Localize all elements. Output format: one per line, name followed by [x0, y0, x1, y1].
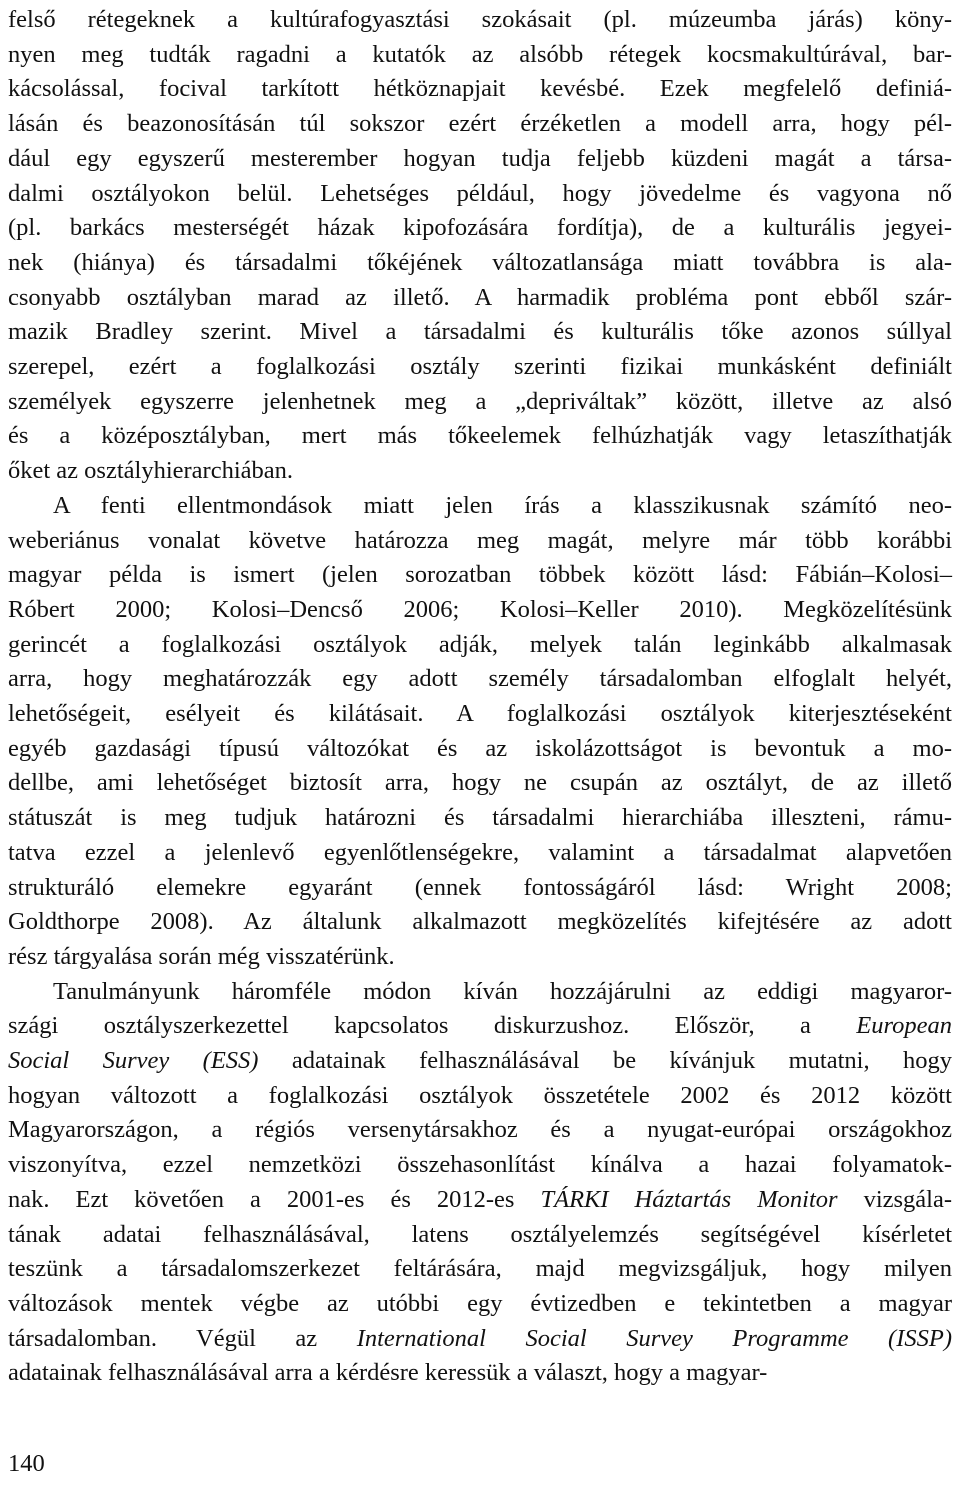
text-segment: egyéb gazdasági típusú változókat és az iskolázottságot is bevontuk a mo- [8, 734, 952, 762]
text-line [8, 1113, 952, 1147]
text-line [8, 593, 952, 627]
text-line [8, 558, 952, 592]
text-line [8, 1148, 952, 1182]
text-segment: és a középosztályban, mert más tőkeelemek felhúzhatják vagy letaszíthatják [8, 422, 952, 450]
text-line [8, 385, 952, 419]
text-line [8, 281, 952, 315]
text-segment: tának adatai felhasználásával, latens osztályelemzés segítségével kísérletet [8, 1220, 952, 1248]
text-line [8, 524, 952, 558]
text-line [8, 1356, 952, 1390]
italic-text: TÁRKI Háztartás Monitor [540, 1185, 838, 1213]
italic-text: Social Survey (ESS) [8, 1047, 259, 1074]
italic-text: International Social Survey Programme (ISSP) [356, 1324, 952, 1352]
text-segment: társadalomban. Végül az [8, 1324, 357, 1352]
text-segment: nak. Ezt követően a 2001-es és 2012-es [8, 1185, 541, 1213]
text-line [8, 871, 952, 905]
text-line [8, 1183, 952, 1217]
text-line [8, 419, 952, 453]
text-line [8, 38, 952, 72]
text-segment: lehetőségeit, esélyeit és kilátásait. A foglalkozási osztályok kiterjesztéseként [8, 700, 952, 727]
text-segment: strukturáló elemekre egyaránt (ennek fontosságáról lásd: Wright 2008; [8, 873, 952, 901]
text-segment: adatainak felhasználásával be kívánjuk mutatni, hogy [258, 1047, 952, 1074]
text-segment: nek (hiánya) és társadalmi tőkéjének változatlansága miatt továbbra is ala- [8, 248, 952, 276]
text-line [8, 1322, 952, 1356]
text-segment: őket az osztályhierarchiában. [8, 457, 294, 485]
text-line [8, 177, 952, 211]
text-line [8, 142, 952, 176]
text-line [8, 975, 952, 1009]
text-line [8, 315, 952, 349]
text-segment: nyen meg tudták ragadni a kutatók az alsóbb rétegek kocsmakultúrával, bar- [8, 40, 952, 68]
text-segment: hogyan változott a foglalkozási osztályok összetétele 2002 és 2012 között [8, 1081, 952, 1109]
text-segment: weberiánus vonalat követve határozza meg magát, melyre már több korábbi [8, 526, 952, 554]
text-line [8, 246, 952, 280]
text-line [8, 1218, 952, 1252]
text-line [8, 940, 952, 974]
text-line [8, 732, 952, 766]
text-segment: dalmi osztályokon belül. Lehetséges például, hogy jövedelme és vagyona nő [8, 179, 952, 207]
text-segment: szági osztályszerkezettel kapcsolatos diskurzushoz. Először, a [8, 1012, 857, 1040]
text-line [8, 1287, 952, 1321]
text-segment: vizsgála- [837, 1185, 952, 1213]
text-line [8, 1079, 952, 1113]
text-line [8, 1009, 952, 1043]
text-line [8, 1252, 952, 1286]
text-line [8, 3, 952, 37]
text-line [8, 766, 952, 800]
text-line [8, 801, 952, 835]
text-line [8, 107, 952, 141]
text-line [8, 211, 952, 245]
text-segment: adatainak felhasználásával arra a kérdésre keressük a választ, hogy a magyar- [8, 1359, 768, 1387]
text-segment: dául egy egyszerű mesterember hogyan tudja feljebb küzdeni magát a társa- [8, 144, 952, 172]
text-segment: dellbe, ami lehetőséget biztosít arra, hogy ne csupán az osztályt, de az illető [8, 769, 952, 797]
text-segment: Róbert 2000; Kolosi–Dencső 2006; Kolosi–Keller 2010). Megközelítésünk [8, 595, 952, 623]
text-segment: arra, hogy meghatározzák egy adott személy társadalomban elfoglalt helyét, [8, 665, 952, 693]
text-segment: személyek egyszerre jelenhetnek meg a „depriváltak” között, illetve az alsó [8, 387, 952, 415]
text-line [8, 72, 952, 106]
text-segment: gerincét a foglalkozási osztályok adják, melyek talán leginkább alkalmasak [8, 630, 952, 658]
italic-text: European [856, 1012, 952, 1040]
text-segment: Tanulmányunk háromféle módon kíván hozzájárulni az eddigi magyaror- [53, 977, 952, 1005]
text-segment: státuszát is meg tudjuk határozni és társadalmi hierarchiába illeszteni, rámu- [8, 804, 952, 832]
text-line [8, 454, 952, 488]
text-segment: magyar példa is ismert (jelen sorozatban többek között lásd: Fábián–Kolosi– [8, 561, 952, 589]
text-segment: Goldthorpe 2008). Az általunk alkalmazott megközelítés kifejtésére az adott [8, 908, 952, 936]
text-line [8, 350, 952, 384]
text-segment: csonyabb osztályban marad az illető. A harmadik probléma pont ebből szár- [8, 283, 952, 311]
text-line [8, 836, 952, 870]
text-segment: változások mentek végbe az utóbbi egy évtizedben e tekintetben a magyar [8, 1289, 952, 1317]
text-segment: kácsolással, focival tarkított hétköznapjait kevésbé. Ezek megfelelő definiá- [8, 75, 952, 103]
text-line [8, 489, 952, 523]
page-number: 140 [8, 1450, 45, 1477]
text-segment: A fenti ellentmondások miatt jelen írás a klasszikusnak számító neo- [53, 491, 952, 519]
text-segment: viszonyítva, ezzel nemzetközi összehasonlítást kínálva a hazai folyamatok- [8, 1151, 952, 1179]
text-line [8, 628, 952, 662]
text-line [8, 697, 952, 731]
text-line [8, 662, 952, 696]
text-segment: (pl. barkács mesterségét házak kipofozására fordítja), de a kulturális jegyei- [8, 214, 952, 242]
text-segment: tatva ezzel a jelenlevő egyenlőtlenségekre, valamint a társadalmat alapvetően [8, 838, 952, 866]
text-line [8, 905, 952, 939]
text-segment: rész tárgyalása során még visszatérünk. [8, 942, 395, 970]
text-segment: teszünk a társadalomszerkezet feltárására, majd megvizsgáljuk, hogy milyen [8, 1255, 952, 1283]
text-segment: felső rétegeknek a kultúrafogyasztási szokásait (pl. múzeumba járás) köny- [8, 6, 952, 33]
text-segment: szerepel, ezért a foglalkozási osztály szerinti fizikai munkásként definiált [8, 353, 952, 380]
text-segment: lásán és beazonosításán túl sokszor ezért érzéketlen a modell arra, hogy pél- [8, 110, 952, 138]
text-line [8, 1044, 952, 1078]
text-segment: mazik Bradley szerint. Mivel a társadalmi és kulturális tőke azonos súllyal [8, 318, 952, 346]
text-segment: Magyarországon, a régiós versenytársakhoz és a nyugat-európai országokhoz [8, 1116, 952, 1144]
